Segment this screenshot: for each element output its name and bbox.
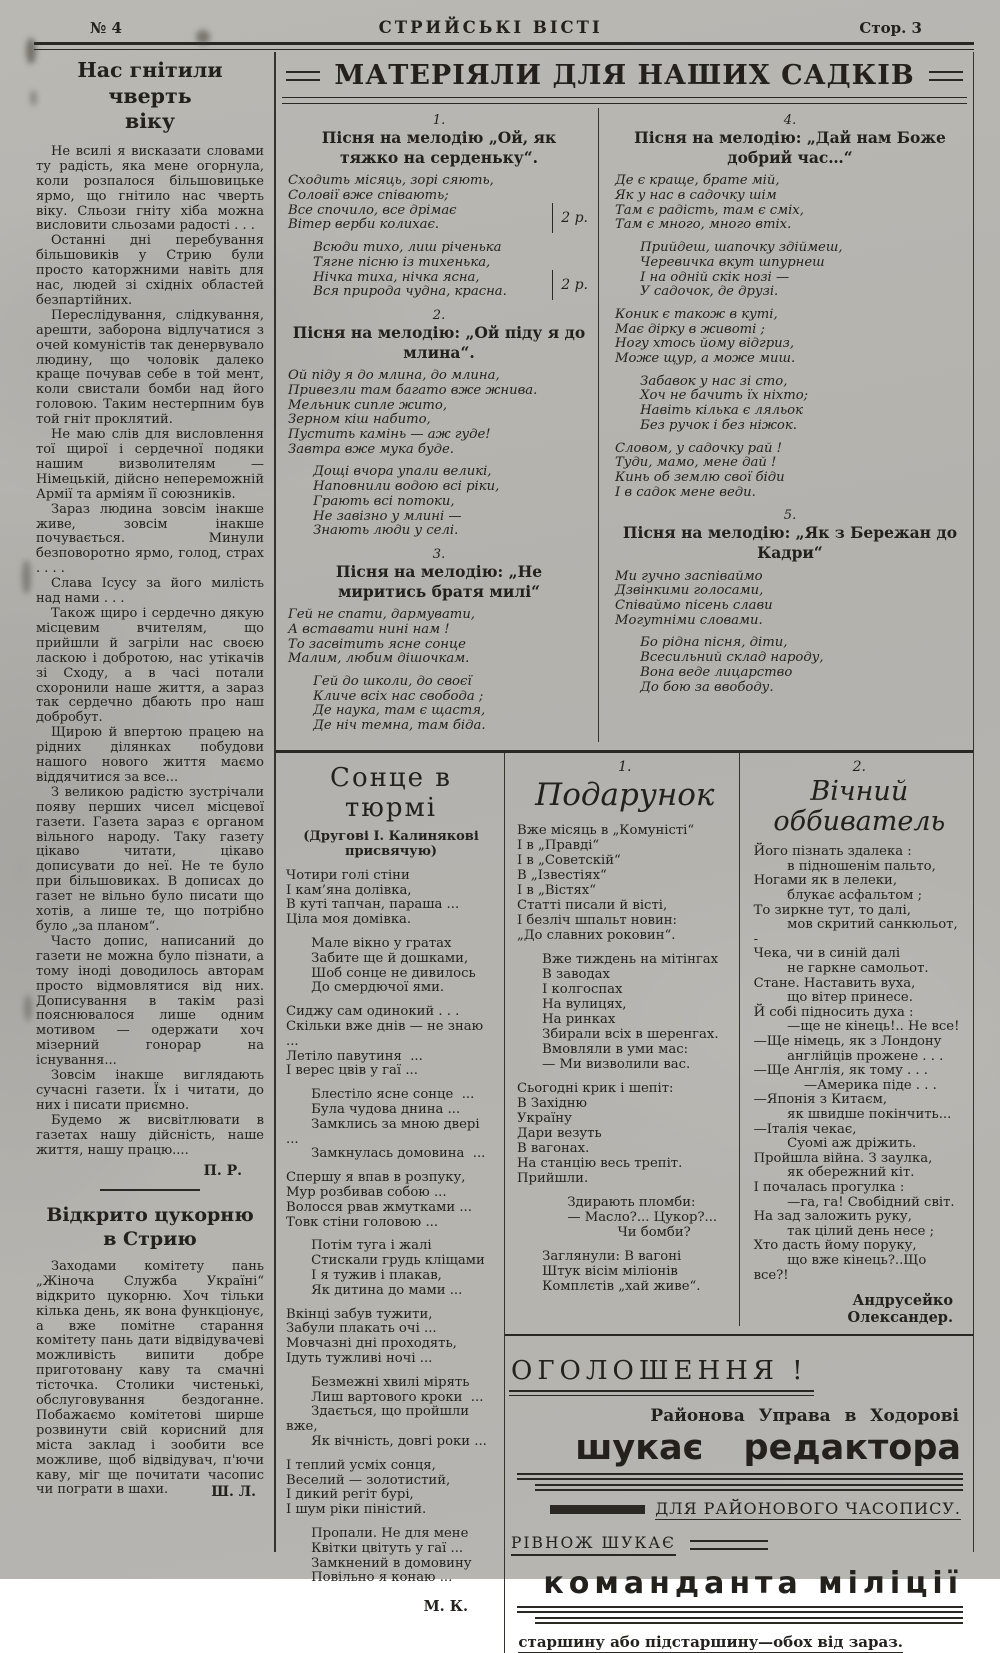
song-title: Пісня на мелодію: „Як з Бережан до Кадри“ xyxy=(622,523,958,563)
stanza xyxy=(286,1459,496,1518)
verse-line: Замклись за мною двері ... xyxy=(286,1116,484,1147)
verse-line: Потім туга і жалі xyxy=(286,1238,432,1254)
verse-line: Здирають пломби: xyxy=(517,1194,696,1210)
stanza xyxy=(286,1171,496,1230)
song-number: 4. xyxy=(783,113,797,128)
verse-line: Ціла моя домівка. xyxy=(286,912,412,928)
stanza xyxy=(615,174,965,233)
verse-line: Сходить місяць, зорі сяють, xyxy=(288,173,494,189)
verse-line: Й собі підносить духа : xyxy=(753,1004,914,1020)
verse-line: Збирали всіх в шеренгах. xyxy=(517,1026,719,1042)
verse-line: Мовчазні дні проходять, xyxy=(286,1336,457,1352)
verse-line: Де наука, там є щастя, xyxy=(288,703,486,719)
verse-line: Зерном кіш набито, xyxy=(288,412,431,428)
ornament-line xyxy=(517,1473,963,1480)
dedication-line: присвячую) xyxy=(344,844,438,860)
poem-dedication xyxy=(286,829,496,860)
stanza xyxy=(615,570,965,629)
scan-artifact xyxy=(196,30,210,44)
verse-line: Як у нас в садочку шім xyxy=(615,187,777,203)
verse-line: Туди, мамо, мене дай ! xyxy=(615,455,777,471)
stanza xyxy=(615,636,965,695)
scan-artifact xyxy=(24,995,32,1021)
verse-line: Його пізнать здалека : xyxy=(753,844,912,860)
verse-line: Всюди тихо, лиш річенька xyxy=(288,240,502,256)
verse-line: Без ручок і без ніжок. xyxy=(615,417,797,433)
verse-line: І почалась прогулка : xyxy=(753,1179,905,1195)
verse-line: Стискали грудь кліщами xyxy=(286,1253,485,1269)
poem-title xyxy=(754,777,965,837)
verse-line: Ой піду я до млина, до млина, xyxy=(288,368,500,384)
verse-line: Вмовляли в уми мас: xyxy=(517,1041,689,1057)
scan-artifact xyxy=(22,560,31,594)
verse-line: Забите ще й дошками, xyxy=(286,950,469,966)
poem-number: 1. xyxy=(618,758,632,775)
verse-line: І в „Правді“ xyxy=(517,837,600,853)
verse-line: У садочок, де друзі. xyxy=(615,284,779,300)
verse-line: в підношенім пальто, xyxy=(753,858,936,874)
verse-line: Безмежні хвилі мірять xyxy=(286,1374,470,1390)
poem-signature: Андрусейко Олександер. xyxy=(847,1292,953,1327)
verse-line: Скільки вже днів — не знаю ... xyxy=(286,1019,488,1049)
verse-line: Чи бомби? xyxy=(517,1224,691,1240)
verse-line: Вся природа чудна, красна. xyxy=(288,284,507,300)
song-title: Пісня на мелодію: „Не миритись братя милі“ xyxy=(335,561,543,602)
verse-line: Коник є також в куті, xyxy=(615,306,778,322)
verse-line: Наповнили водою всі ріки, xyxy=(288,479,500,495)
stanza xyxy=(286,1527,496,1586)
stanza xyxy=(517,1195,733,1240)
verse-line: То засвітить ясне сонце xyxy=(288,636,466,652)
verse-line: Всесильний склад народу, xyxy=(615,650,824,666)
poem-title: Подарунок xyxy=(535,776,715,813)
dedication-line: (Другові І. Калинякові xyxy=(303,828,479,844)
poems-row xyxy=(505,753,973,1336)
paragraph: Також щиро і сердечно дякую місцевим вчителям, що прийшли й загріли нас своєю ласкою і добротою, нас утікачів зі Сходу, а в часі потали схоронили наше життя, а зараз так сердечно дбають про наш добробут. xyxy=(36,605,264,726)
song-title: Пісня на мелодію: „Ой піду я до млина“. xyxy=(292,322,586,363)
verse-line: І в садок мене веди. xyxy=(615,484,756,500)
verse-line: Чека, чи в синій далі xyxy=(753,946,901,962)
verse-line: Комплєтів „хай живе“. xyxy=(517,1278,701,1294)
announcement-sub1: ДЛЯ РАЙОНОВОГО ЧАСОПИСУ. xyxy=(655,1499,961,1519)
verse-line: Шоб сонце не дивилось xyxy=(286,965,476,981)
verse-line: В заводах xyxy=(517,966,610,982)
article2-body xyxy=(36,1260,264,1499)
title-line: Нас гнітили чверть xyxy=(77,58,223,108)
stanza xyxy=(517,1249,733,1294)
verse-line: Малим, любим дішочкам. xyxy=(288,651,470,667)
verse-line: Співаймо пісень слави xyxy=(615,598,773,614)
masthead-title: СТРИЙСЬКІ ВІСТІ xyxy=(378,18,603,37)
article1-body xyxy=(36,145,264,1159)
song-title: Пісня на мелодію „Ой, як тяжко на серденьку“. xyxy=(321,128,557,168)
stanza xyxy=(288,675,590,734)
verse-line: Ногами як в лелеки, xyxy=(753,873,898,889)
materials-header xyxy=(276,52,973,91)
announcement-big-commander: команданта міліції xyxy=(543,1566,963,1602)
verse-line: Навіть кілька є ляльок xyxy=(615,403,803,419)
ornament-line xyxy=(535,1484,963,1491)
verse-line: І в „Советскій“ xyxy=(517,852,621,868)
song xyxy=(615,113,965,500)
verse-line: Веселий — золотистий, xyxy=(286,1472,451,1488)
verse-line: „До славних роковин“. xyxy=(517,927,676,943)
verse-line: Пропали. Не для мене xyxy=(286,1525,469,1541)
verse-line: Вкінці забув тужити, xyxy=(286,1306,433,1322)
verse-line: Вітер верби колихає. xyxy=(288,217,440,233)
verse-line: Знають люди у селі. xyxy=(288,523,459,539)
verse-line: На вулицях, xyxy=(517,996,627,1012)
verse-line: Ногу хтось йому відгриз, xyxy=(615,336,795,352)
verse-line: Волосся рвав жмутками ... xyxy=(286,1199,472,1215)
verse-line: Замкнений в домовину xyxy=(286,1555,472,1571)
verse-line: Статті писали й вісті, xyxy=(517,897,668,913)
verse-line: блукає асфальтом ; xyxy=(753,888,923,904)
verse-line: Може щур, а може миш. xyxy=(615,351,796,367)
paragraph: Не маю слів для висловлення тої щирої і сердечної подяки нашим визволителям — Німецькій, дійсно непереможній Армії та арміям її союзників. xyxy=(36,427,264,502)
verse-line: не гаркне самольот. xyxy=(753,961,929,977)
verse-line: що вітер принесе. xyxy=(753,990,913,1006)
verse-line: —Японія з Китаєм, xyxy=(753,1092,888,1108)
verse-line: Де ніч темна, там біда. xyxy=(288,718,486,734)
verse-line: мов скритий санкюльот, - xyxy=(753,917,962,947)
verse-line: —Америка піде . . . xyxy=(753,1077,937,1093)
verse-line: І безліч шпальт новин: xyxy=(517,912,677,928)
verse-line: Завтра вже мука буде. xyxy=(288,441,454,457)
verse-line: Соловії вже співають; xyxy=(288,187,449,203)
repeat-bar xyxy=(552,203,553,233)
page-number: Стор. 3 xyxy=(859,19,922,37)
verse-line: І верес цвів у гаї ... xyxy=(286,1063,418,1079)
verse-line: Мале вікно у гратах xyxy=(286,936,452,952)
verse-line: І на одній скік нозі — xyxy=(615,269,790,285)
verse-line: В Західню xyxy=(517,1095,588,1111)
announcement-sub1-row xyxy=(511,1499,961,1520)
verse-line: Нічка тиха, нічка ясна, xyxy=(288,269,480,285)
verse-line: Пустить камінь — аж гуде! xyxy=(288,427,491,442)
verse-line: англійців прожене . . . xyxy=(753,1048,944,1064)
paragraph: Не всилі я висказати словами ту радість, яка мене огорнула, коли розпалося більшовицьке ярмо, що гнітило нас чверть віку. Сльози гніту хіба можна висловити сльозами радості . . . xyxy=(36,143,264,234)
verse-line: Де є краще, брате мій, xyxy=(615,173,780,189)
verse-line: Ми гучно заспіваймо xyxy=(615,568,763,584)
verse-line: В „Ізвестіях“ xyxy=(517,867,607,883)
black-bar xyxy=(550,1505,645,1514)
poems-right-region xyxy=(504,753,973,1653)
page-header xyxy=(34,18,974,37)
stanza xyxy=(615,241,965,300)
ornament-line xyxy=(517,1606,963,1613)
announcement-heading-underline xyxy=(509,1356,814,1396)
verse-line: Бо рідна пісня, діти, xyxy=(615,635,788,651)
repeat-bar xyxy=(552,270,553,300)
ornament-line xyxy=(929,71,963,81)
verse-line: В вагонах. xyxy=(517,1140,590,1156)
paragraph: Будемо ж висвітлювати в газетах нашу дійсність, наше життя, нашу працю.... xyxy=(36,1112,264,1158)
poem-vichnyi-obbyvatel xyxy=(739,753,973,1326)
verse-line: Лиш вартового кроки ... xyxy=(286,1389,484,1405)
verse-line: —ще не кінець!.. Не все! xyxy=(753,1019,960,1035)
title-line: Відкрито цукорню xyxy=(46,1203,254,1226)
verse-line: Повільно я конаю ... xyxy=(286,1570,453,1586)
verse-line: Черевичка вкут шпурнеш xyxy=(615,254,825,270)
verse-line: До бою за ввободу. xyxy=(615,679,774,695)
verse-line: Мельник сипле жито, xyxy=(288,397,448,413)
paragraph: З великою радістю зустрічали появу перших чисел місцевої газети. Газета зараз є органом вільного народу. Таку газету цікаво читати, цікаво дописувати до неї. Не те було при більшовиках. В дописах до газет не вільно було писати що хотів, а лише те, що потрібно було „за планом“. xyxy=(36,784,264,934)
announcement-big-editor: шукає редактора xyxy=(575,1428,961,1469)
song-title: Пісня на мелодію: „Дай нам Боже добрий час…“ xyxy=(634,128,946,168)
left-column xyxy=(34,52,274,1552)
verse-line: На зад заложить руку, xyxy=(753,1209,912,1225)
ornament-line xyxy=(535,1617,963,1624)
verse-line: Сиджу сам одинокий . . . xyxy=(286,1004,460,1020)
verse-line: Не завізно у млині — xyxy=(288,508,462,524)
verse-line: Забавок у нас зі сто, xyxy=(615,373,788,389)
verse-line: Кинь об землю свої біди xyxy=(615,469,785,485)
verse-line: —га, га! Свобідний світ. xyxy=(753,1194,955,1210)
verse-line: Товк стіни головою ... xyxy=(286,1214,439,1230)
song-number: 1. xyxy=(432,113,446,128)
stanza xyxy=(288,241,590,300)
verse-line: На ринках xyxy=(517,1011,616,1027)
verse-line: Штук вісім міліонів xyxy=(517,1263,678,1279)
song-number: 3. xyxy=(432,546,446,562)
stanza xyxy=(288,369,590,457)
title-line: віку xyxy=(125,109,175,134)
paragraph: Заходами комітету пань „Жіноча Служба Україні“ відкрито цукорню. Хоч тільки кілька день, як вона функціонує, а вже помітне старання комітету пань дати відвідувачеві можливість випити добре приготовану каву та смачні тісточка. Столики чистенькі, обслуговування бездоганне. Побажаємо комітетові ширше розвинути свій корисний для міста заклад і зообити все можливе, щоб відвідувач, п'ючи каву, міг ще почитати часопис чи пограти в шахи. xyxy=(36,1258,264,1498)
verse-line: До смердючої ями. xyxy=(286,980,445,996)
announcement-org: Районова Управа в Ходорові xyxy=(650,1406,959,1427)
stanza xyxy=(286,1088,496,1162)
verse-line: так цілий день несе ; xyxy=(753,1223,935,1239)
ornament-line xyxy=(286,71,320,81)
verse-line: — Масло?... Цукор?... xyxy=(517,1209,718,1225)
verse-line: Прийшли. xyxy=(517,1170,589,1186)
paragraph: Часто допис, написаний до газети не можна було пізнати, а тому іноді доводилось авторам просто відмовлятися від них. Дописування в такім разі пояснювалося лише одним мотивом — одержати хоч мізерний гонорар на існування... xyxy=(36,933,264,1069)
paragraph: Слава Ісусу за його милість над нами . . . xyxy=(36,576,264,607)
verse-line: Тягне пісню із тихенька, xyxy=(288,254,491,270)
verse-line: Летіло павутиня ... xyxy=(286,1048,423,1064)
stanza xyxy=(286,1239,496,1298)
stanza xyxy=(517,952,733,1072)
repeat-label: 2 р. xyxy=(561,210,588,227)
songs-column-left xyxy=(276,108,598,742)
songs-column-right xyxy=(598,108,973,742)
verse-line: Блестіло ясне сонце ... xyxy=(286,1087,475,1103)
verse-line: Хто дасть йому поруку, xyxy=(753,1238,917,1254)
right-region xyxy=(274,52,974,1652)
ornament-line xyxy=(690,1540,768,1550)
songs-columns xyxy=(276,104,973,750)
song xyxy=(288,547,590,734)
verse-line: Була чудова днина ... xyxy=(286,1101,461,1117)
verse-line: Чотири голі стіни xyxy=(286,867,410,883)
verse-line: Вже тиждень на мітінгах xyxy=(517,951,719,967)
verse-line: Там є много, много втіх. xyxy=(615,217,792,233)
stanza xyxy=(288,465,590,539)
paragraph: Зараз людина зовсім інакше живе, зовсім інакше почувається. Минули безповоротно ярмо, голод, страх . . . . xyxy=(36,501,264,577)
verse-line: Пройшла війна. З заулка, xyxy=(753,1150,933,1166)
verse-line: Дари везуть xyxy=(517,1125,602,1141)
paragraph: Переслідування, слідкування, арешти, заборона відлучатися з очей комуністів так денервувало людину, що чоловік далеко краще почував себе в той мент, коли свистали бомби над його головою. Таким нестерпним був той гніт проклятий. xyxy=(36,307,264,428)
verse-line: Грають всі потоки, xyxy=(288,493,455,509)
stanza xyxy=(286,1376,496,1450)
song xyxy=(615,508,965,695)
verse-line: То зиркне тут, то далі, xyxy=(753,902,911,918)
stanza xyxy=(286,937,496,996)
stanza xyxy=(754,845,965,1283)
verse-line: Здається, що пройшли вже, xyxy=(286,1404,474,1435)
poem-title: Сонце в тюрмі xyxy=(330,762,452,823)
verse-line: Дзвінкими голосами, xyxy=(615,583,764,599)
song-number: 5. xyxy=(783,508,797,524)
verse-line: І кам’яна долівка, xyxy=(286,882,412,898)
verse-line: Україну xyxy=(517,1110,572,1126)
scan-artifact xyxy=(26,38,36,64)
scan-artifact xyxy=(30,90,37,106)
verse-line: Квітки цвітуть у гаї ... xyxy=(286,1540,464,1556)
verse-line: Там є радість, там є сміх, xyxy=(615,202,804,218)
stanza xyxy=(615,308,965,367)
verse-line: Має дірку в животі ; xyxy=(615,321,766,337)
repeat-mark xyxy=(552,270,588,300)
verse-line: Замкнулась домовина ... xyxy=(286,1146,486,1162)
stanza xyxy=(517,1081,733,1186)
verse-line: Прийдеш, шапочку здіймеш, xyxy=(615,240,843,256)
song-number: 2. xyxy=(432,307,446,323)
verse-line: що вже кінець?..Що все?! xyxy=(753,1252,931,1283)
announcement-heading: ОГОЛОШЕННЯ ! xyxy=(509,1356,814,1392)
verse-line: Гей до школи, до своєї xyxy=(288,674,472,690)
verse-line: І в „Вістях“ xyxy=(517,882,596,898)
repeat-label: 2 р. xyxy=(561,276,588,293)
verse-line: Як дитина до мами ... xyxy=(286,1282,463,1298)
song xyxy=(288,113,590,300)
verse-line: Спершу я впав в розпуку, xyxy=(286,1170,466,1186)
stanza xyxy=(286,1005,496,1079)
stanza xyxy=(615,375,965,434)
ornament-line xyxy=(282,97,967,104)
verse-line: Сьогодні крик і шепіт: xyxy=(517,1080,674,1096)
verse-line: І я тужив і плакав, xyxy=(286,1267,442,1283)
verse-line: —Італія чекає, xyxy=(753,1121,857,1137)
verse-line: Вона веде лицарство xyxy=(615,664,793,680)
stanza xyxy=(615,442,965,501)
materials-title: МАТЕРІЯЛИ ДЛЯ НАШИХ САДКІВ xyxy=(334,60,915,91)
page-content xyxy=(34,52,974,1652)
article1-title xyxy=(36,58,264,135)
verse-line: Кличе всіх нас свобода ; xyxy=(288,688,484,704)
verse-line: Гей не спати, дармувати, xyxy=(288,607,476,623)
poem-sontse-v-tyurmi xyxy=(276,753,504,1653)
title-line: Вічний xyxy=(810,775,909,807)
announcement-sub2-row xyxy=(509,1632,963,1653)
verse-line: І колгоспах xyxy=(517,981,623,997)
title-line: в Стрию xyxy=(103,1228,197,1251)
verse-line: А вставати нині нам ! xyxy=(288,621,450,637)
verse-line: —Ще Англія, як тому . . . xyxy=(753,1063,928,1079)
verse-line: —Ще німець, як з Лондону xyxy=(753,1034,942,1050)
materials-section xyxy=(276,52,973,753)
verse-line: як швидше покінчить... xyxy=(753,1106,952,1122)
poem-podarunok xyxy=(505,753,739,1326)
verse-line: Ідуть тужливі ночі ... xyxy=(286,1350,433,1366)
repeat-mark xyxy=(552,203,588,233)
verse-line: Суомі аж дріжить. xyxy=(753,1136,917,1152)
paragraph: Щирою й впертою працею на рідних ділянках побудови нашого нового життя маємо віддячитися за все... xyxy=(36,725,264,785)
issue-number: № 4 xyxy=(90,19,122,37)
verse-line: Вже місяць в „Комуністі“ xyxy=(517,822,695,838)
stanza xyxy=(288,608,590,667)
verse-line: Словом, у садочку рай ! xyxy=(615,440,782,456)
article2-title xyxy=(36,1203,264,1252)
title-line: оббиватель xyxy=(773,806,946,838)
article2-signature: Ш. Л. xyxy=(211,1483,256,1500)
stanza xyxy=(288,174,590,233)
paragraph: Зовсім інакше виглядають сучасні газети. Їх і читати, до них і писати приємно. xyxy=(36,1068,264,1113)
verse-line: Стане. Наставить вуха, xyxy=(753,975,916,991)
stanza xyxy=(517,823,733,943)
article-divider xyxy=(100,1189,200,1191)
stanza xyxy=(286,1308,496,1367)
article1-signature: П. Р. xyxy=(203,1162,242,1179)
header-rule xyxy=(34,42,974,50)
verse-line: Забули плакать очі ... xyxy=(286,1321,437,1337)
verse-line: як обережний кіт. xyxy=(753,1165,915,1181)
poem-number: 2. xyxy=(852,758,866,775)
verse-line: Заглянули: В вагоні xyxy=(517,1248,682,1264)
verse-line: І дикий регіт бурі, xyxy=(286,1487,414,1503)
poem-signature: М. К. xyxy=(423,1598,468,1616)
verse-line: На станцію весь трепіт. xyxy=(517,1155,683,1171)
verse-line: Могутніми словами. xyxy=(615,612,763,628)
verse-line: Все спочило, все дрімає xyxy=(288,202,457,218)
announcement-also-label: РІВНОЖ ШУКАЄ xyxy=(511,1534,676,1556)
verse-line: І шум ріки піністий. xyxy=(286,1502,427,1518)
verse-line: В куті тапчан, параша ... xyxy=(286,897,460,913)
announcement-sub2: старшину або підстаршину—обох від зараз. xyxy=(518,1633,903,1652)
verse-line: Привезли там багато вже жнива. xyxy=(288,382,538,398)
verse-line: Дощі вчора упали великі, xyxy=(288,464,492,480)
paragraph: Останні дні перебування більшовиків у Стрию були просто каторжними навіть для нас, людей зі східніх областей безпартійних. xyxy=(36,233,264,308)
announcement-section xyxy=(505,1336,973,1653)
verse-line: І теплий усміх сонця, xyxy=(286,1457,436,1473)
announcement-also-row xyxy=(511,1534,963,1556)
song xyxy=(288,308,590,539)
verse-line: Мур розбивав собою ... xyxy=(286,1184,447,1200)
stanza xyxy=(286,869,496,928)
poems-region xyxy=(276,753,973,1653)
verse-line: — Ми визволили вас. xyxy=(517,1056,691,1072)
verse-line: Хоч не бачить їх ніхто; xyxy=(615,388,809,404)
verse-line: Як вічність, довгі роки ... xyxy=(286,1433,487,1449)
